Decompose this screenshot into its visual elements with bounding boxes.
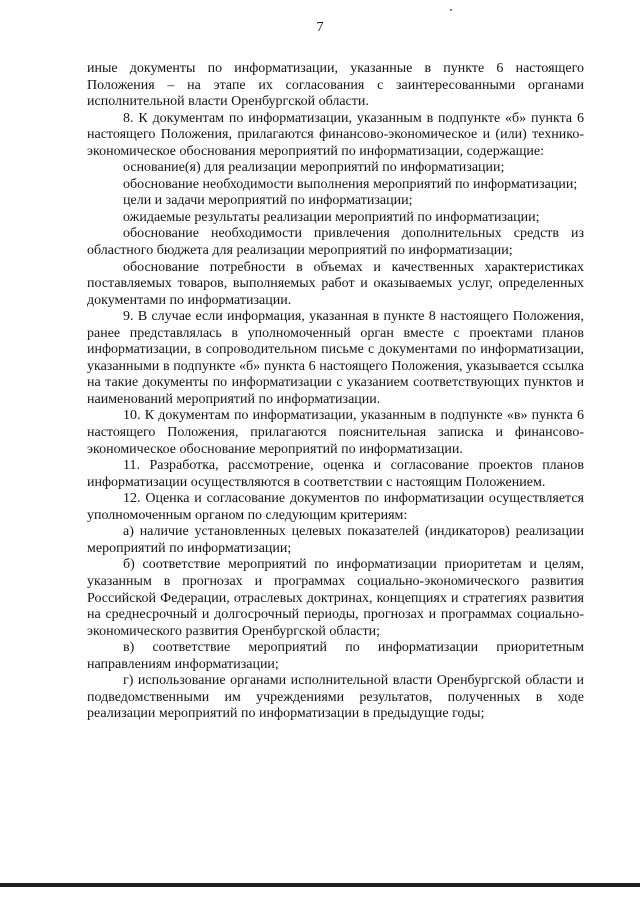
paragraph-expected-results: ожидаемые результаты реализации мероприятий по информатизации; [123, 209, 540, 225]
paragraph-necessity: обоснование необходимости выполнения мероприятий по информатизации; [123, 176, 578, 192]
paragraph-volume-needs: обоснование потребности в объемах и качественных характеристиках поставляемых товаров, выполняемых работ и оказываемых услуг, определенных документами по информатизации. [87, 259, 584, 308]
scan-bottom-edge [0, 883, 640, 887]
criterion-c: в) соответствие мероприятий по информатизации приоритетным направлениям информатизации; [87, 640, 584, 672]
criterion-a: а) наличие установленных целевых показателей (индикаторов) реализации мероприятий по информатизации; [87, 524, 584, 556]
document-body [87, 61, 584, 723]
paragraph-extra-funds: обоснование необходимости привлечения дополнительных средств из областного бюджета для реализации мероприятий по информатизации; [87, 226, 584, 259]
paragraph-goals: цели и задачи мероприятий по информатизации; [123, 193, 413, 209]
scan-speck [450, 9, 452, 11]
page-number: 7 [316, 20, 324, 35]
criterion-b: б) соответствие мероприятий по информатизации приоритетам и целям, указанным в прогнозах и программах социально-экономического развития Российской Федерации, отраслевых доктринах, концепциях и стратегиях развития на среднесрочный и долгосрочный периоды, прогнозах и программах социально-экономического развития Оренбургской области; [87, 557, 584, 639]
paragraph-basis: основание(я) для реализации мероприятий по информатизации; [123, 160, 505, 176]
paragraph-item-11: 11. Разработка, рассмотрение, оценка и согласование проектов планов информатизации осуществляются в соответствии с настоящим Положением. [87, 458, 584, 490]
paragraph-item-9: 9. В случае если информация, указанная в пункте 8 настоящего Положения, ранее представлялась в уполномоченный орган вместе с проектами планов информатизации, в сопроводительном письме с документами по информатизации, указанными в подпункте «б» пункта 6 настоящего Положения, указывается ссылка на такие документы по информатизации с указанием соответствующих пунктов и наименований мероприятий по информатизации. [87, 309, 584, 407]
paragraph-item-8: 8. К документам по информатизации, указанным в подпункте «б» пункта 6 настоящего Положения, прилагаются финансово-экономическое и (или) технико-экономическое обоснования мероприятий по информатизации, содержащие: [87, 110, 584, 159]
criterion-d: г) использование органами исполнительной власти Оренбургской области и подведомственными им учреждениями результатов, полученных в ходе реализации мероприятий по информатизации в предыдущие годы; [87, 673, 584, 722]
paragraph-item-10: 10. К документам по информатизации, указанным в подпункте «в» пункта 6 настоящего Положения, прилагаются пояснительная записка и финансово-экономическое обоснование мероприятий по информатизации. [87, 408, 584, 457]
paragraph-continuation: иные документы по информатизации, указанные в пункте 6 настоящего Положения – на этапе их согласования с заинтересованными органами исполнительной власти Оренбургской области. [87, 61, 584, 110]
paragraph-item-12: 12. Оценка и согласование документов по информатизации осуществляется уполномоченным органом по следующим критериям: [87, 491, 584, 523]
